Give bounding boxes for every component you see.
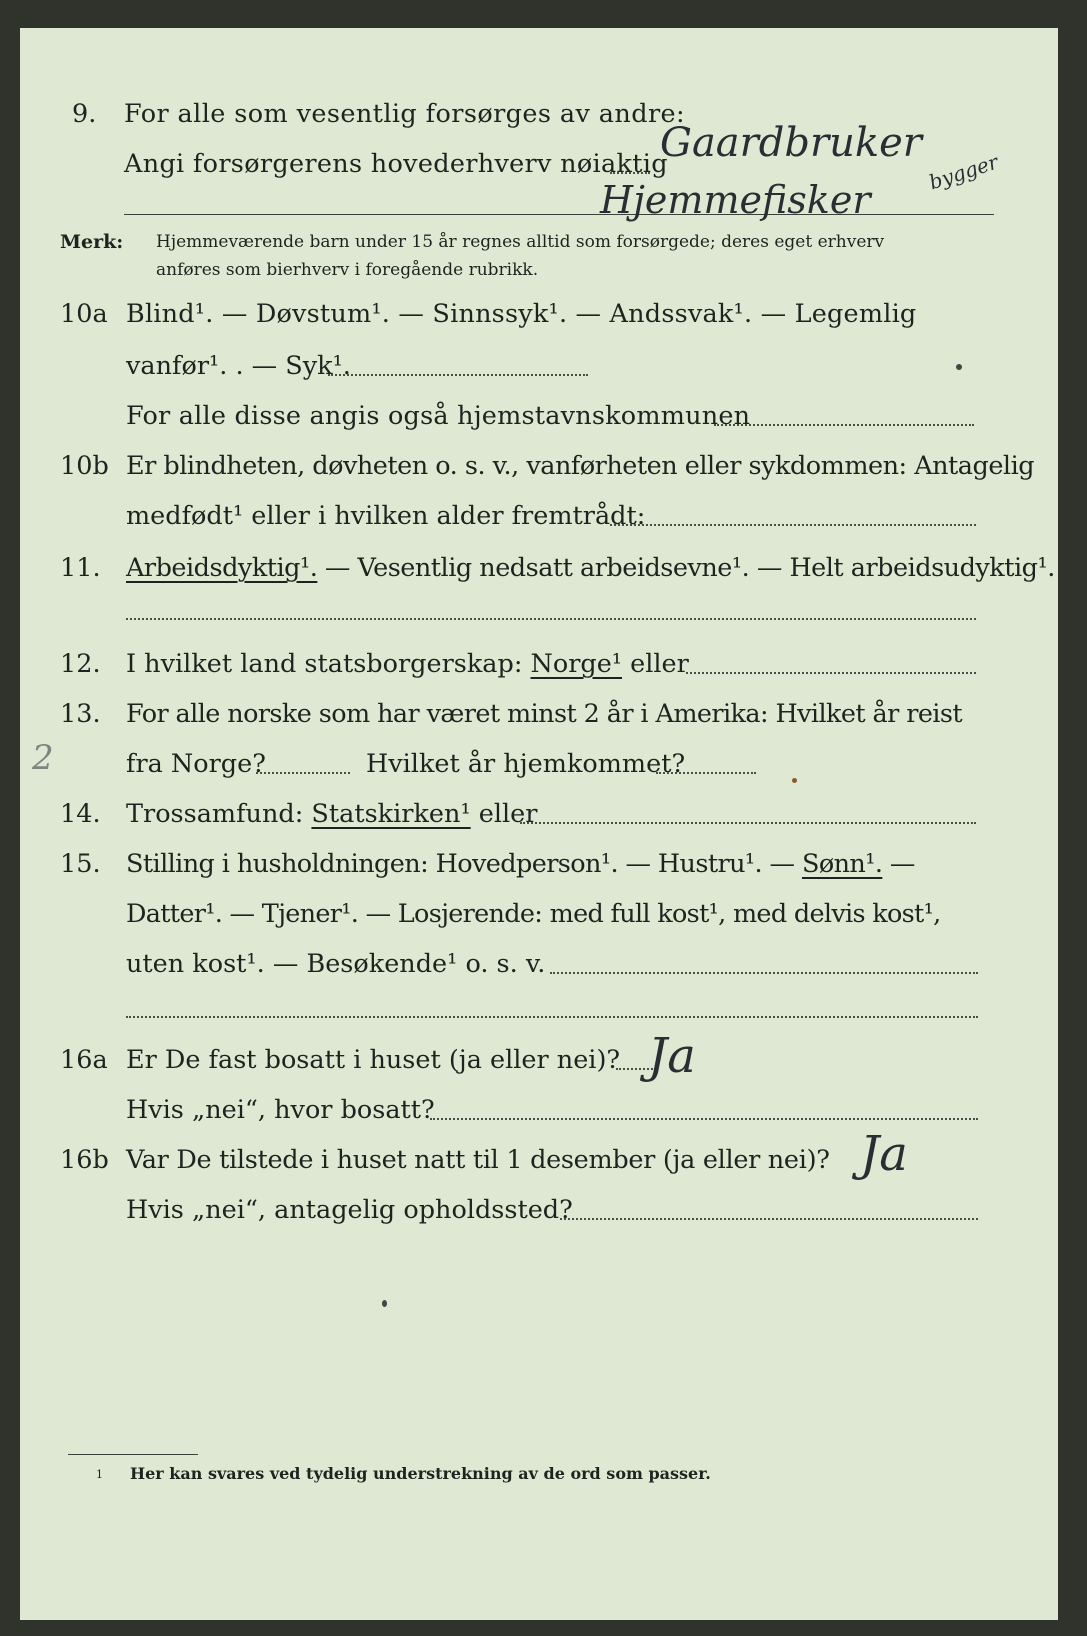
- question-11-selected-option: Arbeidsdyktig¹.: [126, 553, 318, 583]
- question-14-number: 14.: [60, 799, 101, 829]
- census-form-page: [20, 28, 1058, 1620]
- question-10a-line-1: Blind¹. — Døvstum¹. — Sinnssyk¹. — Andssvak¹. — Legemlig: [126, 299, 917, 329]
- question-16b-number: 16b: [60, 1145, 109, 1175]
- question-11-text: [126, 552, 1055, 584]
- question-10a-line-3: For alle disse angis også hjemstavnskommunen: [126, 401, 751, 431]
- question-13-margin-mark: 2: [32, 738, 54, 778]
- question-13-return-label: Hvilket år hjemkommet?: [366, 749, 686, 779]
- question-10b-number: 10b: [60, 451, 109, 481]
- question-15-options-a: Stilling i husholdningen: Hovedperson¹. — Hustru¹. —: [126, 849, 802, 879]
- note-line-1: Hjemmeværende barn under 15 år regnes alltid som forsørgede; deres eget erhverv: [156, 232, 885, 252]
- footnote-rule: [68, 1454, 198, 1455]
- question-15-second-answer-line: [126, 1016, 978, 1018]
- question-16a-line-1: Er De fast bosatt i huset (ja eller nei)?: [126, 1045, 621, 1075]
- question-13-departure-label: fra Norge?: [126, 749, 266, 779]
- question-10a-number: 10a: [60, 299, 108, 329]
- question-15-dash: —: [882, 849, 915, 879]
- question-14-suffix: eller: [470, 799, 538, 829]
- question-14-selected-option: Statskirken¹: [311, 799, 471, 829]
- question-9-handwritten-answer-2: Hjemmefisker: [600, 178, 871, 222]
- question-12-suffix: eller: [622, 649, 689, 679]
- question-13-departure-line: [256, 772, 350, 774]
- question-16b-line-2: Hvis „nei“, antagelig opholdssted?: [126, 1195, 573, 1225]
- question-12-answer-line: [686, 672, 976, 674]
- question-12-selected-option: Norge¹: [530, 649, 623, 679]
- question-12-text: [126, 648, 689, 680]
- question-9-handwritten-answer-3: bygger: [926, 149, 1002, 195]
- question-9-line-1: For alle som vesentlig forsørges av andre:: [124, 99, 686, 129]
- ink-speck: [956, 364, 962, 370]
- footnote-mark: 1: [96, 1468, 103, 1481]
- question-15-selected-option: Sønn¹.: [801, 849, 883, 879]
- footnote-text: Her kan svares ved tydelig understrekning av de ord som passer.: [130, 1464, 711, 1483]
- question-15-number: 15.: [60, 849, 101, 879]
- ink-speck: [792, 778, 797, 783]
- ink-speck: [382, 1300, 387, 1307]
- question-13-return-line: [656, 772, 756, 774]
- question-16a-handwritten-answer: Ja: [648, 1028, 696, 1084]
- question-9-handwritten-answer-1: Gaardbruker: [660, 120, 922, 166]
- question-16b-location-line: [560, 1218, 978, 1220]
- question-9-line-2: Angi forsørgerens hovederhverv nøiaktig: [124, 149, 668, 179]
- question-15-answer-line: [550, 972, 978, 974]
- note-label: Merk:: [60, 231, 124, 253]
- question-10b-line-1: Er blindheten, døvheten o. s. v., vanførheten eller sykdommen: Antagelig: [126, 451, 1035, 481]
- question-13-line-1: For alle norske som har været minst 2 år i Amerika: Hvilket år reist: [126, 699, 962, 729]
- question-16b-handwritten-answer: Ja: [860, 1126, 908, 1182]
- question-9-number: 9.: [72, 99, 97, 129]
- question-11-number: 11.: [60, 553, 101, 583]
- question-9-answer-line: [610, 172, 650, 174]
- question-10b-line-2: medfødt¹ eller i hvilken alder fremtrådt:: [126, 501, 646, 531]
- question-10a-line-2: vanfør¹. . — Syk¹.: [126, 351, 351, 381]
- question-10b-answer-line: [610, 524, 976, 526]
- question-13-number: 13.: [60, 699, 101, 729]
- question-16a-line-2: Hvis „nei“, hvor bosatt?: [126, 1095, 435, 1125]
- question-12-number: 12.: [60, 649, 101, 679]
- note-line-2: anføres som bierhverv i foregående rubrikk.: [156, 260, 539, 280]
- question-10a-answer-line: [328, 374, 588, 376]
- question-15-line-3: uten kost¹. — Besøkende¹ o. s. v.: [126, 949, 546, 979]
- question-12-prompt: I hvilket land statsborgerskap:: [126, 649, 531, 679]
- question-15-line-1: [126, 848, 915, 880]
- question-15-line-2: Datter¹. — Tjener¹. — Losjerende: med full kost¹, med delvis kost¹,: [126, 899, 941, 929]
- question-11-other-options: — Vesentlig nedsatt arbeidsevne¹. — Helt arbeidsudyktig¹.: [317, 553, 1055, 583]
- question-10a-hometown-line: [714, 424, 974, 426]
- question-16b-line-1: Var De tilstede i huset natt til 1 desember (ja eller nei)?: [126, 1145, 830, 1175]
- question-16a-residence-line-rule: [430, 1118, 978, 1120]
- question-14-answer-line: [520, 822, 976, 824]
- question-14-text: [126, 798, 537, 830]
- question-11-answer-line: [126, 618, 976, 620]
- question-16a-number: 16a: [60, 1045, 108, 1075]
- question-14-prompt: Trossamfund:: [126, 799, 312, 829]
